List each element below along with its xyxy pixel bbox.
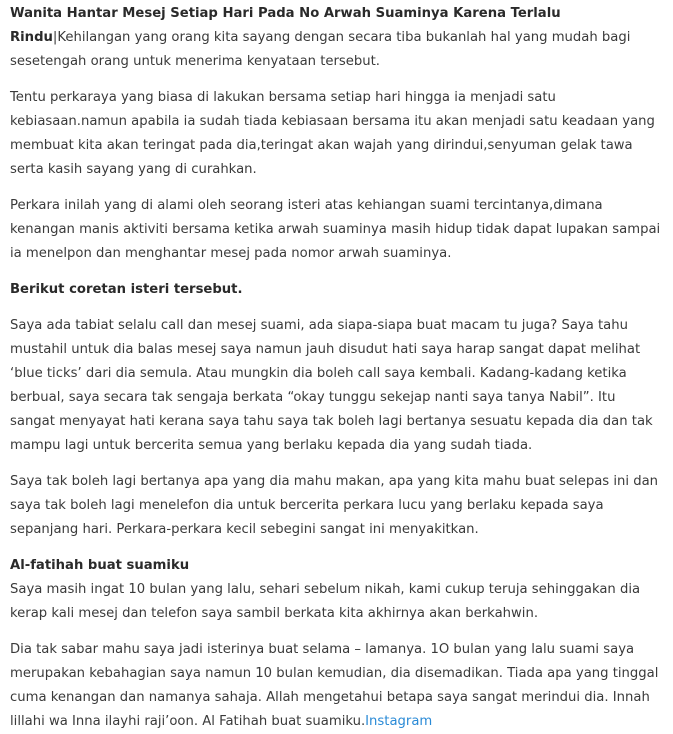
intro-text: Kehilangan yang orang kita sayang dengan secara tiba bukanlah hal yang mudah bagi sesetengah orang untuk menerima kenyataan tersebut. (10, 30, 631, 69)
paragraph-text: Dia tak sabar mahu saya jadi isterinya buat selama – lamanya. 1O bulan yang lalu suami saya merupakan kebahagian saya namun 10 bulan kemudian, dia disemadikan. Tiada apa yang tinggal cuma kenangan dan namanya sahaja. Allah mengetahui betapa saya sangat merindui dia. Innah lillahi wa Inna ilayhi raji’oon. Al Fatihah buat suamiku. (10, 642, 659, 729)
intro-paragraph (10, 2, 663, 74)
paragraph: Perkara inilah yang di alami oleh seorang isteri atas kehiangan suami tercintanya,dimana kenangan manis aktiviti bersama ketika arwah suaminya masih hidup tidak dapat lupakan sampai ia menelpon dan menghantar mesej pada nomor arwah suaminya. (10, 198, 661, 261)
paragraph-last (10, 638, 663, 734)
paragraph: Saya masih ingat 10 bulan yang lalu, sehari sebelum nikah, kami cukup teruja sehinggakan dia kerap kali mesej dan telefon saya sambil berkata kita akhirnya akan berkahwin. (10, 582, 641, 621)
section-heading: Al-fatihah buat suamiku (10, 558, 190, 573)
title-separator: | (52, 30, 58, 45)
section-heading: Berikut coretan isteri tersebut. (10, 282, 243, 297)
article-title: Wanita Hantar Mesej Setiap Hari Pada No Arwah Suaminya Karena Terlalu Rindu (10, 6, 561, 45)
paragraph: Saya ada tabiat selalu call dan mesej suami, ada siapa-siapa buat macam tu juga? Saya tahu mustahil untuk dia balas mesej saya namun jauh disudut hati saya harap sangat dapat melihat ‘blue ticks’ dari dia semula. Atau mungkin dia boleh call saya kembali. Kadang-kadang ketika berbual, saya secara tak sengaja berkata “okay tunggu sekejap nanti saya tanya Nabil”. Itu sangat menyayat hati kerana saya tahu saya tak boleh lagi bertanya sesuatu kepada dia dan tak mampu lagi untuk bercerita semua yang berlaku kepada dia yang sudah tiada. (10, 318, 653, 453)
paragraph: Tentu perkaraya yang biasa di lakukan bersama setiap hari hingga ia menjadi satu kebiasaan.namun apabila ia sudah tiada kebiasaan bersama itu akan menjadi satu keadaan yang membuat kita akan teringat pada dia,teringat akan wajah yang dirindui,senyuman gelak tawa serta kasih sayang yang di curahkan. (10, 90, 655, 177)
instagram-link[interactable]: Instagram (365, 714, 433, 729)
paragraph: Saya tak boleh lagi bertanya apa yang dia mahu makan, apa yang kita mahu buat selepas ini dan saya tak boleh lagi menelefon dia untuk bercerita perkara lucu yang berlaku kepada saya sepanjang hari. Perkara-perkara kecil sebegini sangat ini menyakitkan. (10, 474, 659, 537)
